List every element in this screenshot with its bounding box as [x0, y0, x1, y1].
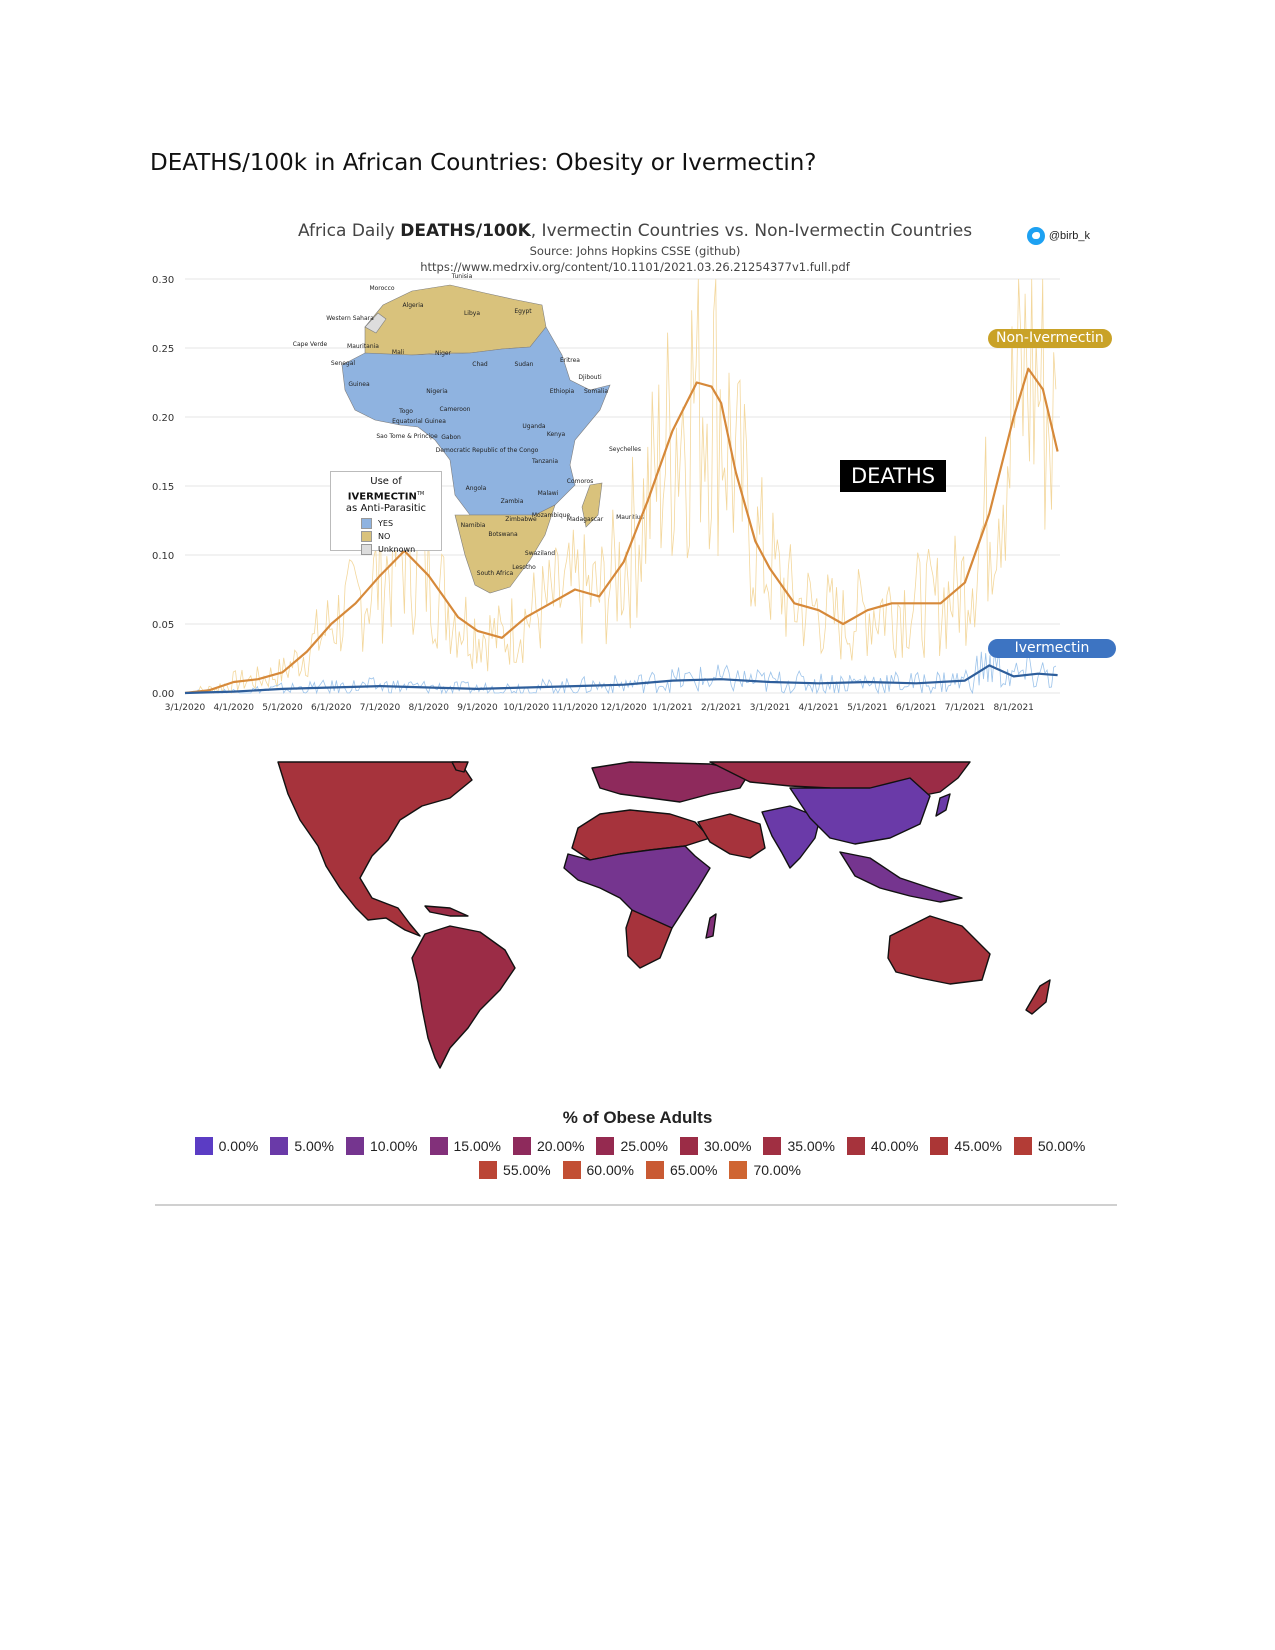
africa-label: Libya	[463, 310, 481, 317]
africa-label: Cameroon	[439, 406, 471, 413]
y-tick-label: 0.20	[152, 413, 175, 424]
africa-label: Djibouti	[578, 374, 602, 381]
obesity-legend-item	[1014, 1137, 1085, 1155]
x-tick-label: 3/1/2021	[749, 703, 791, 713]
obesity-legend-item	[195, 1137, 259, 1155]
legend-label: 15.00%	[453, 1138, 501, 1154]
obesity-legend-item	[430, 1137, 501, 1155]
obesity-legend	[185, 1137, 1095, 1179]
unknown-swatch	[361, 544, 372, 555]
africa-label: Uganda	[522, 423, 546, 430]
africa-label: Swaziland	[524, 550, 556, 557]
legend-swatch	[195, 1137, 213, 1155]
africa-label: Cape Verde	[292, 341, 328, 348]
legend-label: 5.00%	[294, 1138, 335, 1154]
africa-label: Namibia	[460, 522, 486, 529]
africa-label: Niger	[434, 350, 452, 357]
ivm-legend-tm: TM	[416, 491, 425, 497]
x-tick-label: 10/1/2020	[503, 703, 550, 713]
africa-label: Gabon	[441, 434, 461, 441]
ivm-legend-prefix: Use of	[370, 476, 402, 487]
africa-label: Democratic Republic of the Congo	[435, 447, 539, 454]
australia	[888, 916, 990, 984]
ivm-legend-unknown	[361, 544, 435, 555]
africa-label: Lesotho	[512, 564, 536, 571]
ivm-legend-no	[361, 531, 435, 542]
legend-label: 25.00%	[620, 1138, 668, 1154]
y-tick-label: 0.30	[152, 275, 175, 286]
obesity-legend-item	[479, 1161, 550, 1179]
yes-swatch	[361, 518, 372, 529]
chart-title-prefix: Africa Daily	[297, 221, 401, 241]
chart-title-bold: DEATHS/100K	[400, 221, 531, 241]
legend-label: 35.00%	[787, 1138, 835, 1154]
legend-swatch	[430, 1137, 448, 1155]
x-tick-label: 3/1/2020	[164, 703, 206, 713]
legend-label: 70.00%	[753, 1162, 801, 1178]
x-tick-label: 1/1/2021	[652, 703, 693, 713]
africa-label: Tunisia	[451, 273, 473, 280]
africa-label: Seychelles	[609, 446, 641, 453]
africa-label: Guinea	[348, 381, 370, 388]
no-label: NO	[378, 532, 391, 542]
legend-swatch	[270, 1137, 288, 1155]
chart-source: Source: Johns Hopkins CSSE (github)	[529, 244, 741, 258]
africa-label: Mali	[391, 349, 405, 356]
obesity-map-title: % of Obese Adults	[562, 1108, 713, 1127]
x-tick-label: 5/1/2020	[262, 703, 303, 713]
legend-label: 40.00%	[870, 1138, 919, 1154]
divider	[155, 1204, 1117, 1206]
legend-swatch	[346, 1137, 364, 1155]
legend-swatch	[847, 1137, 865, 1155]
legend-swatch	[563, 1161, 581, 1179]
obesity-legend-item	[513, 1137, 584, 1155]
ivermectin-label: Ivermectin	[988, 639, 1116, 658]
africa-label: Sao Tome & Principe	[376, 433, 438, 440]
africa-label: Somalia	[583, 388, 609, 395]
africa-label: Madagascar	[566, 516, 604, 523]
y-tick-label: 0.10	[152, 551, 175, 562]
africa-label: Egypt	[514, 308, 532, 315]
obesity-legend-item	[563, 1161, 634, 1179]
legend-swatch	[646, 1161, 664, 1179]
x-tick-label: 7/1/2021	[944, 703, 986, 713]
africa-label: Eritrea	[560, 357, 580, 364]
chart-title-suffix: , Ivermectin Countries vs. Non-Ivermectin Countries	[530, 221, 973, 241]
caribbean	[425, 906, 468, 916]
world-map-svg	[150, 758, 1120, 1113]
africa-label: Nigeria	[426, 388, 448, 395]
no-swatch	[361, 531, 372, 542]
africa-label: Mauritius	[616, 514, 644, 521]
x-tick-label: 12/1/2020	[600, 703, 647, 713]
legend-swatch	[930, 1137, 948, 1155]
legend-swatch	[680, 1137, 698, 1155]
ivm-legend-yes	[361, 518, 435, 529]
x-tick-label: 4/1/2020	[213, 703, 254, 713]
africa-label: Sudan	[514, 361, 534, 368]
obesity-legend-item	[270, 1137, 334, 1155]
x-tick-label: 7/1/2020	[359, 703, 401, 713]
ivermectin-legend	[330, 471, 442, 555]
x-tick-label: 9/1/2020	[457, 703, 498, 713]
africa-label: Togo	[399, 408, 413, 415]
x-tick-label: 6/1/2020	[311, 703, 352, 713]
africa-label: Algeria	[402, 302, 424, 309]
japan	[936, 794, 950, 816]
obesity-legend-item	[847, 1137, 918, 1155]
obesity-legend-items	[185, 1137, 1095, 1179]
x-tick-label: 8/1/2020	[408, 703, 449, 713]
africa-label: Mauritania	[347, 343, 379, 350]
x-tick-label: 6/1/2021	[895, 703, 937, 713]
africa-north-no	[365, 285, 546, 357]
africa-label: Zambia	[500, 498, 524, 505]
africa-label: Botswana	[488, 531, 518, 538]
obesity-legend-item	[763, 1137, 834, 1155]
ivm-legend-line2: as Anti-Parasitic	[345, 503, 427, 515]
africa-label: Chad	[472, 361, 488, 368]
twitter-handle-text: @birb_k	[1048, 230, 1090, 242]
africa-label: Tanzania	[531, 458, 559, 465]
africa-label: Malawi	[537, 490, 559, 497]
legend-label: 45.00%	[954, 1138, 1002, 1154]
legend-label: 30.00%	[703, 1138, 752, 1154]
series-line-ivermectin	[185, 665, 1058, 693]
unknown-label: Unknown	[378, 545, 416, 555]
africa-label: Ethiopia	[549, 388, 575, 395]
africa-label: Angola	[465, 485, 487, 492]
legend-label: 10.00%	[370, 1138, 418, 1154]
obesity-legend-item	[930, 1137, 1001, 1155]
obesity-legend-item	[680, 1137, 751, 1155]
x-tick-label: 4/1/2021	[798, 703, 839, 713]
obesity-legend-item	[646, 1161, 717, 1179]
legend-label: 20.00%	[536, 1138, 585, 1154]
legend-label: 50.00%	[1037, 1138, 1086, 1154]
legend-swatch	[513, 1137, 531, 1155]
x-tick-label: 2/1/2021	[701, 703, 742, 713]
page-title: DEATHS/100k in African Countries: Obesity or Ivermectin?	[150, 150, 817, 176]
legend-label: 65.00%	[670, 1162, 718, 1178]
southeast-asia	[840, 852, 962, 902]
raw-line-ivermectin	[185, 652, 1056, 694]
deaths-plot	[150, 215, 1120, 755]
x-tick-label: 5/1/2021	[847, 703, 888, 713]
obesity-legend-item	[346, 1137, 417, 1155]
deaths-annotation: DEATHS	[840, 460, 946, 492]
africa-label: Senegal	[330, 360, 356, 367]
africa-label: Kenya	[546, 431, 566, 438]
legend-swatch	[729, 1161, 747, 1179]
madagascar-world	[706, 914, 716, 938]
x-tick-label: 8/1/2021	[993, 703, 1034, 713]
world-obesity-map	[150, 758, 1120, 1113]
legend-swatch	[763, 1137, 781, 1155]
legend-label: 55.00%	[503, 1162, 551, 1178]
y-tick-label: 0.25	[152, 344, 175, 355]
new-zealand	[1026, 980, 1050, 1014]
obesity-legend-item	[596, 1137, 667, 1155]
ivm-legend-bold: IVERMECTIN	[347, 491, 417, 503]
africa-label: Morocco	[369, 285, 395, 292]
legend-swatch	[1014, 1137, 1032, 1155]
legend-label: 0.00%	[218, 1138, 259, 1154]
y-tick-label: 0.05	[152, 620, 175, 631]
legend-swatch	[596, 1137, 614, 1155]
y-tick-label: 0.15	[152, 482, 175, 493]
africa-label: Equatorial Guinea	[392, 418, 446, 425]
deaths-chart	[150, 215, 1120, 755]
obesity-legend-item	[729, 1161, 800, 1179]
legend-swatch	[479, 1161, 497, 1179]
non-ivermectin-label: Non-Ivermectin	[988, 329, 1112, 348]
legend-label: 60.00%	[586, 1162, 634, 1178]
middle-east	[698, 814, 765, 858]
africa-label: Zimbabwe	[505, 516, 537, 523]
yes-label: YES	[378, 519, 394, 529]
y-tick-label: 0.00	[152, 689, 175, 700]
africa-label: South Africa	[476, 570, 514, 577]
south-america	[412, 926, 515, 1068]
africa-label: Mozambique	[531, 512, 571, 519]
x-tick-label: 11/1/2020	[551, 703, 599, 713]
ivermectin-legend-title	[337, 476, 435, 515]
africa-label: Comoros	[566, 478, 594, 485]
africa-label: Western Sahara	[326, 315, 374, 322]
chart-url: https://www.medrxiv.org/content/10.1101/2021.03.26.21254377v1.full.pdf	[420, 260, 850, 274]
